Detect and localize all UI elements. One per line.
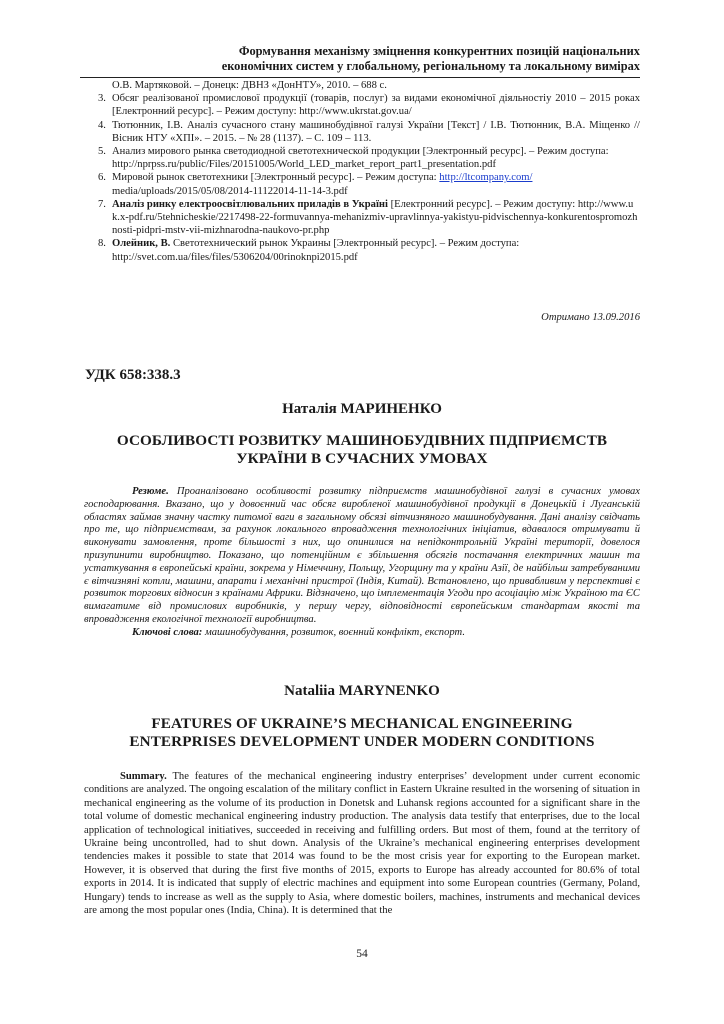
- reference-url[interactable]: media/uploads/2015/05/08/2014-11122014-11-14-3.pdf: [112, 185, 348, 197]
- reference-number: 7.: [98, 198, 106, 210]
- reference-item: [98, 119, 640, 145]
- running-head-line-1: Формування механізму зміцнення конкурентних позицій національних: [238, 44, 640, 58]
- reference-number: 3.: [98, 93, 106, 105]
- abstract-ua: [84, 486, 640, 640]
- article-title-ua: [84, 432, 640, 468]
- reference-title: Аналіз ринку електроосвітлювальних приладів в Україні: [112, 198, 388, 210]
- reference-text: Обсяг реалізованої промислової продукції (товарів, послуг) за видами економічної діяльностіу 2010 – 2015 роках [Електронний ресурс]. – Режим доступу: http://www.ukrstat.gov.ua/: [112, 93, 640, 118]
- reference-body: Светотехнический рынок Украины [Электронный ресурс]. – Режим доступа:: [172, 238, 520, 250]
- reference-link[interactable]: http://ltcompany.com/: [439, 172, 533, 184]
- reference-number: 4.: [98, 119, 106, 131]
- reference-text: Тютюнник, І.В. Аналіз сучасного стану машинобудівної галузі України [Текст] / І.В. Тютюнник, В.А. Міщенко // Вісник НТУ «ХПІ». – 2015. – № 28 (1137). – С. 109 – 113.: [112, 119, 640, 144]
- reference-number: 6.: [98, 172, 106, 184]
- title-ua-line-1: ОСОБЛИВОСТІ РОЗВИТКУ МАШИНОБУДІВНИХ ПІДПРИЄМСТВ: [116, 432, 608, 449]
- reference-body: Анализ мирового рынка светодиодной светотехнической продукции [Электронный ресурс]. – Режим доступа:: [112, 146, 609, 158]
- reference-list: [98, 79, 640, 264]
- reference-item: [98, 145, 640, 171]
- udk-code: УДК 658:338.3: [85, 367, 181, 383]
- header-rule: [80, 77, 640, 78]
- author-name-en: Nataliia MARYNENKO: [284, 683, 440, 699]
- reference-number: 5.: [98, 146, 106, 158]
- title-en-line-1: FEATURES OF UKRAINE’S MECHANICAL ENGINEERING: [151, 715, 573, 732]
- abstract-en-text: The features of the mechanical engineering industry enterprises’ development under current economic conditions are analyzed. The ongoing escalation of the military conflict in Eastern Ukraine resulted in the worsening of situation in mechanical engineering as the volume of its production in Donetsk and Luhansk regions accounted for a significant share in the total volume of domestic mechanical engineering industry production. The analysis data testify that enterprises, due to the local application of technological initiatives, succeeded in receiving and fulfilling orders. But most of them, found at the territory of Ukraine being uncontrolled, had to shut down. Analysis of the Ukraine’s mechanical engineering enterprises development tendencies makes it possible to state that 2014 was found to be the most crisis year for exporting to the European market. However, it is observed that during the first five months of 2015, exports to Europe has already accounted for 80.6% of total exports in 2014. It is indicated that supply of electric machines and equipment into some European countries (Germany, Poland, Hungary) tends to increase as well as the supply to Asia, where domestic boilers, machines, instruments and mechanical devices are among the most popular ones (India, China). It is determined that the: [84, 771, 640, 917]
- reference-text: [112, 198, 640, 238]
- abstract-en: [84, 770, 640, 917]
- title-en-line-2: ENTERPRISES DEVELOPMENT UNDER MODERN CONDITIONS: [129, 733, 595, 750]
- running-head: [80, 44, 640, 74]
- reference-number: [98, 79, 112, 92]
- keywords-ua: [84, 627, 640, 640]
- reference-number: 8.: [98, 238, 106, 250]
- reference-text: О.В. Мартяковой. – Донецк: ДВНЗ «ДонНТУ», 2010. – 688 с.: [112, 80, 387, 91]
- reference-item: [98, 171, 640, 197]
- keywords-ua-text: машинобудування, розвиток, воєнний конфлікт, експорт.: [204, 626, 465, 638]
- abstract-en-label: Summary.: [120, 771, 167, 782]
- article-title-en: [84, 715, 640, 751]
- reference-body: [Електронний ресурс]. – Режим доступу:: [390, 198, 576, 210]
- running-head-line-2: економічних систем у глобальному, регіональному та локальному вимірах: [221, 59, 640, 73]
- received-date: Отримано 13.09.2016: [541, 312, 640, 323]
- reference-author: Олейник, В.: [112, 238, 171, 250]
- reference-item: [98, 79, 640, 92]
- keywords-ua-label: Ключові слова:: [132, 626, 203, 638]
- reference-text: [112, 145, 640, 171]
- reference-text: [112, 171, 640, 197]
- abstract-ua-label: Резюме.: [132, 486, 169, 497]
- reference-item: [98, 237, 640, 263]
- title-ua-line-2: УКРАЇНИ В СУЧАСНИХ УМОВАХ: [236, 450, 488, 467]
- reference-item: [98, 198, 640, 238]
- reference-body: Мировой рынок светотехники [Электронный ресурс]. – Режим доступа:: [112, 172, 437, 184]
- reference-url[interactable]: http://nprpss.ru/public/Files/20151005/World_LED_market_report_part1_presentation.pdf: [112, 159, 496, 171]
- reference-url[interactable]: http://www.uk.x-pdf.ru/5tehnicheskie/2217498-22-formuvannya-mehanizmiv-upravlinnya-yakistyu-pidvischennya-konkurentospromozhnosti-pidpri-mstv-vii-mizhnarodna-naukovo-pr.php: [112, 198, 638, 237]
- page-number: 54: [356, 948, 368, 960]
- reference-text: [112, 237, 640, 263]
- reference-item: [98, 92, 640, 118]
- reference-url[interactable]: http://svet.com.ua/files/files/5306204/00rinoknpi2015.pdf: [112, 251, 358, 263]
- author-name-ua: Наталія МАРИНЕНКО: [282, 401, 442, 417]
- abstract-ua-text: Проаналізовано особливості розвитку підприємств машинобудівної галузі в сучасних умовах господарювання. Вказано, що у довоєнний час обсяг виробленої машинобудівної продукції в Донецькій і Луганській областях займав значну частку питомої ваги в загальному обсязі вітчизняного машинобудування. Дані аналізу свідчать про те, що підприємствам, за рахунок локального впровадження технологічних ініціатив, вдавалося отримувати й виконувати замовлення, проте більшості з них, що опинилися на непідконтрольній Україні території, довелося призупинити виробництво. Показано, що потенційним є збільшення обсягів постачання електричних машин та устаткування в європейські країни, зокрема у Німеччину, Польщу, Угорщину та у країни Азії, де найбільш затребуваними є вітчизняні котли, машини, апарати і механічні пристрої (Індія, Китай). Встановлено, що привабливим у перспективі є розвиток торгових відносин з країнами Африки. Відзначено, що імплементація Угоди про асоціацію між Україною та ЄС вимагатиме від промислових виробників, у першу чергу, відповідності європейським стандартам якості та впровадження екологічної технології виробництва.: [84, 486, 641, 625]
